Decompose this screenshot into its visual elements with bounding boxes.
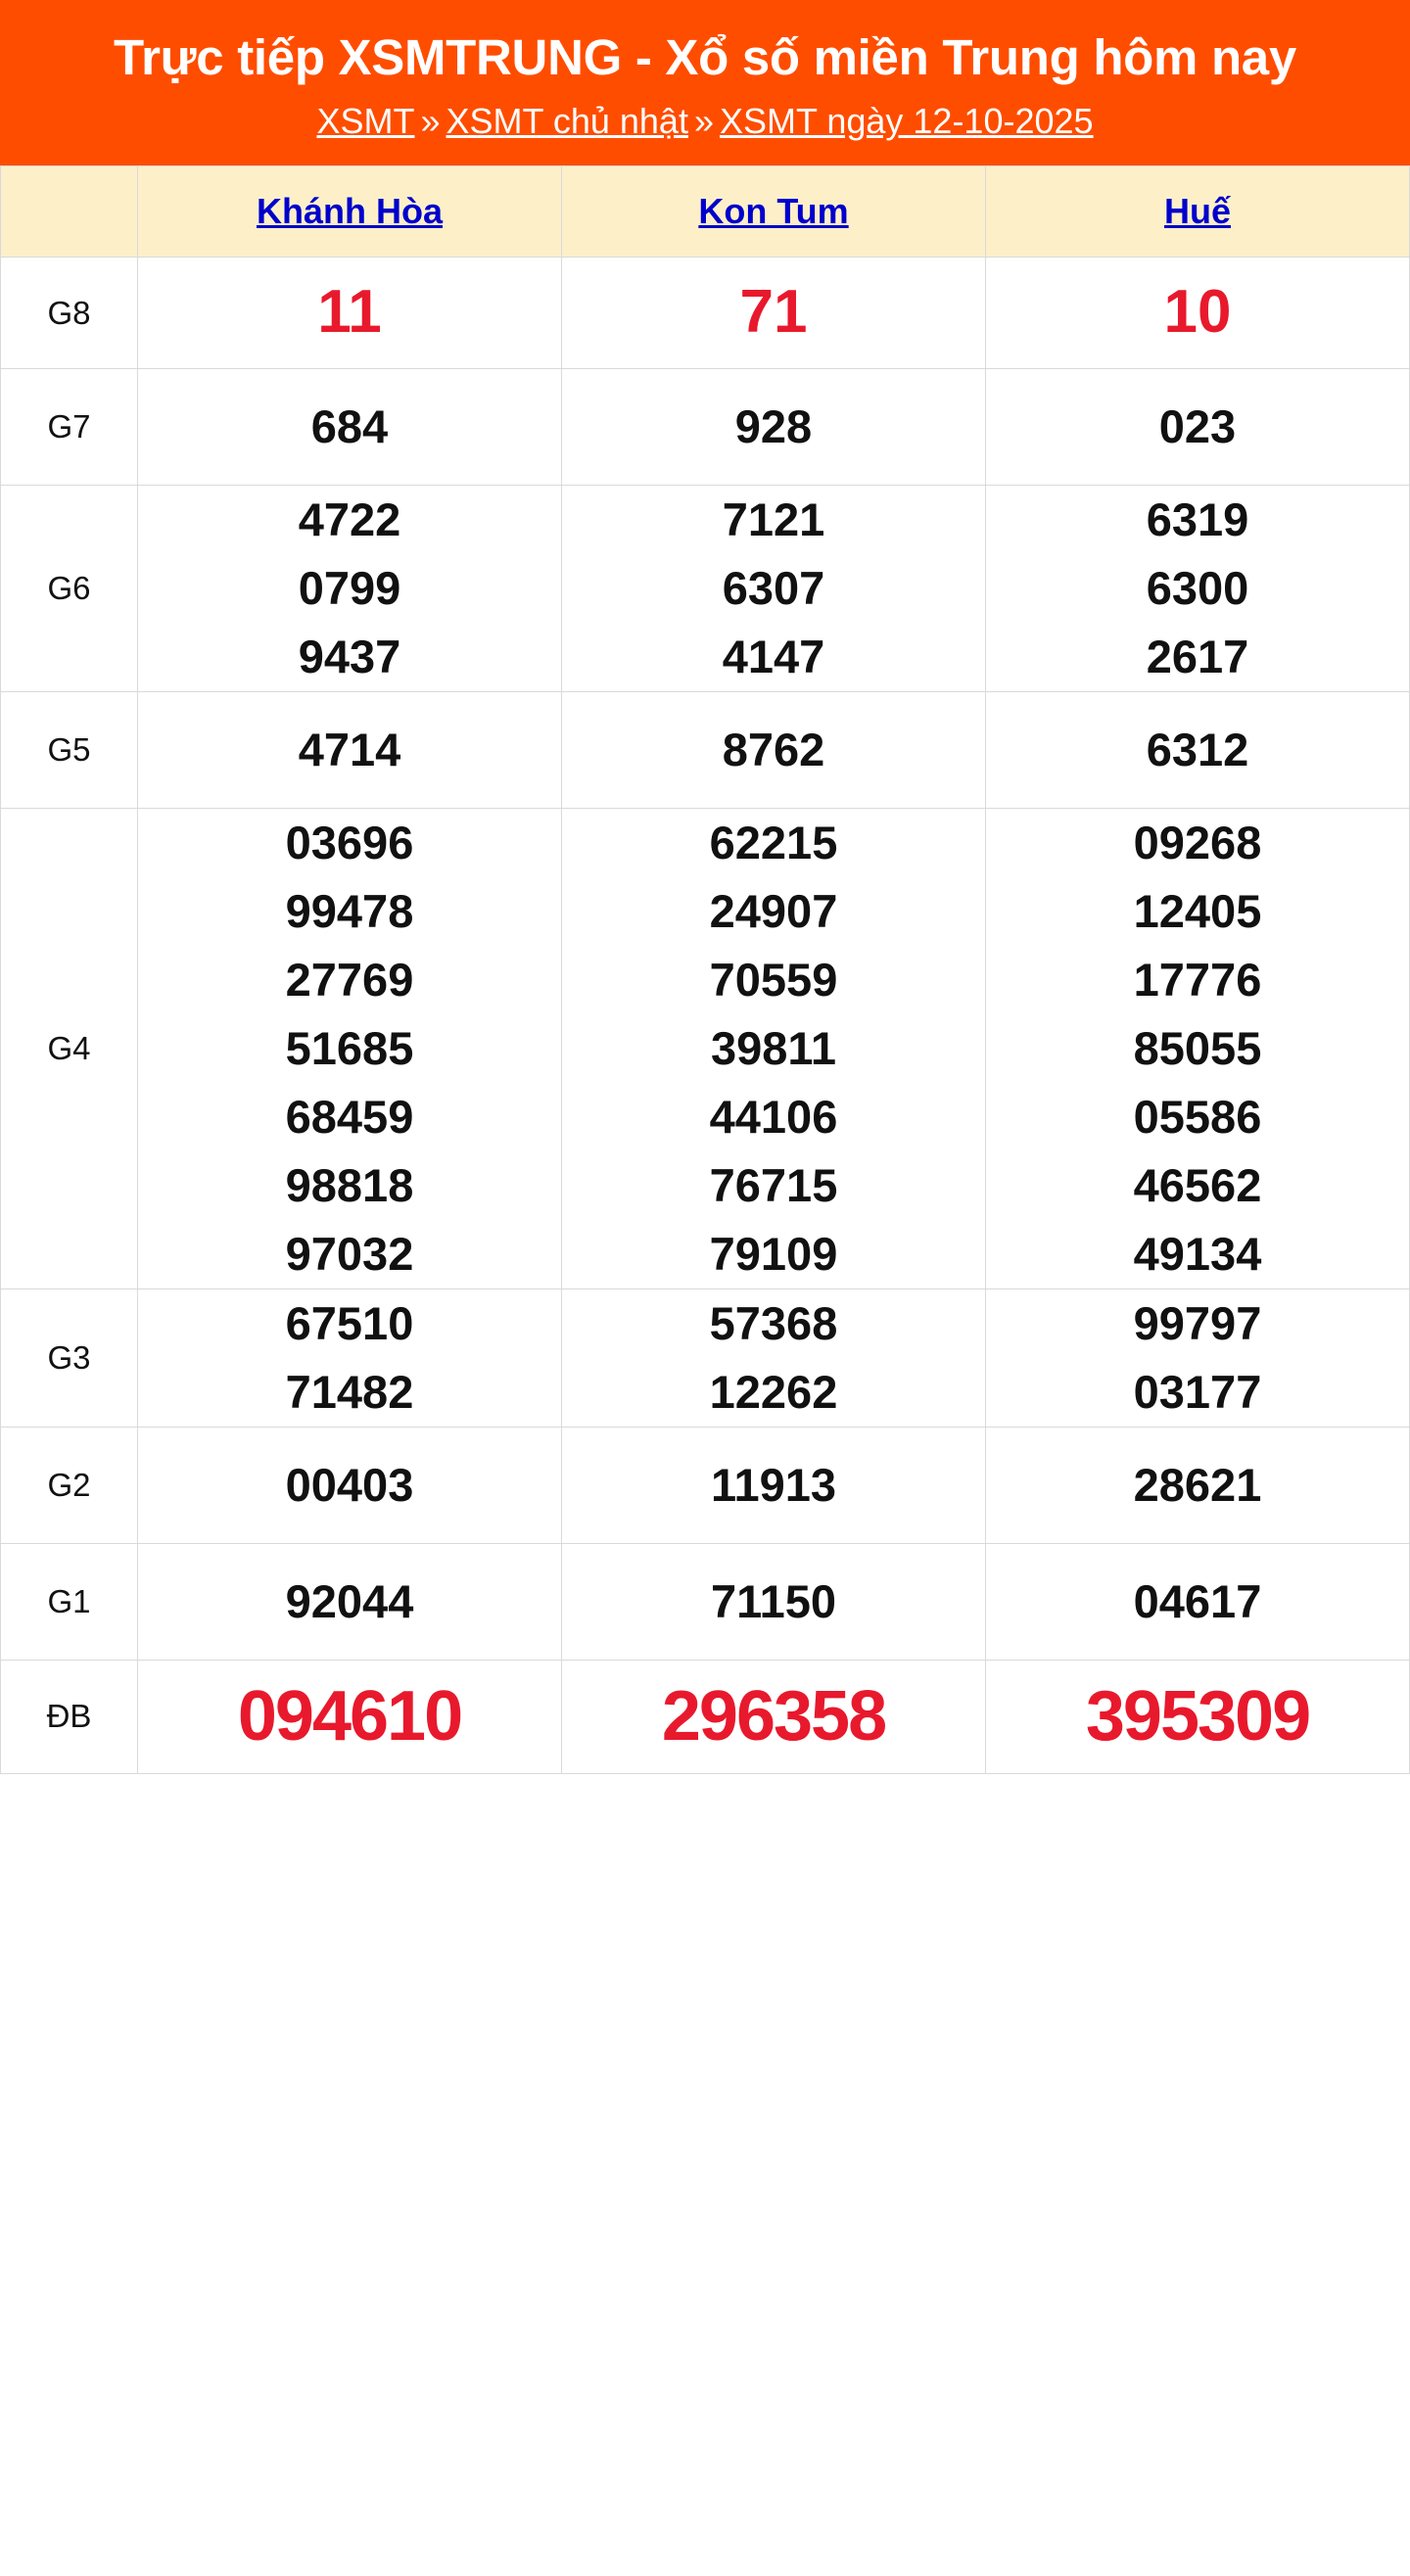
prize-numbers-khanh-hoa: [138, 808, 562, 1288]
prize-numbers-kon-tum: [562, 808, 986, 1288]
prize-numbers-hue: [986, 1288, 1410, 1427]
lottery-number: 4714: [298, 723, 401, 775]
lottery-number: 57368: [709, 1296, 838, 1349]
table-row: [1, 485, 1410, 691]
lottery-number: 71482: [285, 1365, 414, 1418]
prize-numbers-khanh-hoa: [138, 1427, 562, 1543]
lottery-number: 39811: [710, 1021, 837, 1074]
prize-label: ĐB: [1, 1660, 138, 1773]
lottery-number: 03177: [1133, 1365, 1262, 1418]
table-row: [1, 1660, 1410, 1773]
lottery-number: 79109: [709, 1227, 838, 1280]
lottery-number: 928: [734, 399, 813, 452]
prize-numbers-khanh-hoa: [138, 1543, 562, 1660]
prize-numbers-khanh-hoa: [138, 258, 562, 368]
prize-numbers-kon-tum: [562, 1288, 986, 1427]
lottery-number: 4147: [722, 630, 825, 682]
province-link-khanh-hoa[interactable]: Khánh Hòa: [256, 191, 443, 232]
lottery-number: 99478: [285, 884, 414, 937]
column-header-hue: [986, 166, 1410, 258]
lottery-number: 71150: [710, 1574, 837, 1627]
lottery-number: 68459: [285, 1090, 414, 1143]
lottery-number: 12405: [1133, 884, 1262, 937]
prize-numbers-hue: [986, 1660, 1410, 1773]
prize-label: G7: [1, 368, 138, 485]
prize-numbers-kon-tum: [562, 691, 986, 808]
lottery-number: 09268: [1133, 816, 1262, 868]
lottery-number: 46562: [1133, 1158, 1262, 1211]
lottery-number: 99797: [1133, 1296, 1262, 1349]
lottery-number: 6319: [1146, 492, 1249, 545]
lottery-number: 97032: [285, 1227, 414, 1280]
lottery-number: 11913: [710, 1458, 837, 1511]
lottery-number: 51685: [285, 1021, 414, 1074]
results-table-head: [1, 166, 1410, 258]
prize-numbers-hue: [986, 485, 1410, 691]
page-header: [0, 0, 1410, 165]
breadcrumb-separator-2: »: [693, 101, 714, 142]
prize-label: G2: [1, 1427, 138, 1543]
column-header-khanh-hoa: [138, 166, 562, 258]
lottery-number: 10: [1163, 278, 1232, 347]
lottery-number: 98818: [285, 1158, 414, 1211]
breadcrumb-link-xsmt[interactable]: XSMT: [316, 101, 415, 142]
breadcrumb-separator-1: »: [420, 101, 441, 142]
lottery-number: 9437: [298, 630, 401, 682]
prize-numbers-khanh-hoa: [138, 368, 562, 485]
lottery-number: 00403: [285, 1458, 414, 1511]
lottery-number: 05586: [1133, 1090, 1262, 1143]
lottery-number: 71: [739, 278, 808, 347]
lottery-number: 094610: [237, 1676, 462, 1756]
column-header-kon-tum: [562, 166, 986, 258]
prize-label: G3: [1, 1288, 138, 1427]
table-row: [1, 808, 1410, 1288]
prize-numbers-kon-tum: [562, 1660, 986, 1773]
prize-numbers-kon-tum: [562, 1543, 986, 1660]
lottery-number: 0799: [298, 561, 401, 614]
table-row: [1, 1427, 1410, 1543]
table-row: [1, 1288, 1410, 1427]
table-row: [1, 1543, 1410, 1660]
lottery-number: 684: [310, 399, 389, 452]
prize-numbers-kon-tum: [562, 368, 986, 485]
prize-numbers-kon-tum: [562, 485, 986, 691]
lottery-number: 76715: [709, 1158, 838, 1211]
lottery-number: 49134: [1133, 1227, 1262, 1280]
lottery-number: 6307: [722, 561, 825, 614]
prize-label: G1: [1, 1543, 138, 1660]
prize-label: G8: [1, 258, 138, 368]
lottery-number: 8762: [722, 723, 825, 775]
table-header-row: [1, 166, 1410, 258]
province-link-hue[interactable]: Huế: [1163, 191, 1231, 232]
page-title: Trực tiếp XSMTRUNG - Xổ số miền Trung hôm nay: [114, 29, 1296, 85]
lottery-number: 70559: [709, 953, 838, 1006]
prize-numbers-kon-tum: [562, 258, 986, 368]
lottery-number: 7121: [722, 492, 825, 545]
table-corner-cell: [1, 166, 138, 258]
table-row: [1, 258, 1410, 368]
prize-label: G6: [1, 485, 138, 691]
prize-label: G4: [1, 808, 138, 1288]
prize-numbers-hue: [986, 1427, 1410, 1543]
prize-numbers-khanh-hoa: [138, 691, 562, 808]
breadcrumb: [20, 100, 1390, 142]
province-link-kon-tum[interactable]: Kon Tum: [698, 191, 849, 232]
lottery-number: 2617: [1146, 630, 1249, 682]
lottery-number: 03696: [285, 816, 414, 868]
results-table-body: [1, 258, 1410, 1774]
prize-numbers-khanh-hoa: [138, 485, 562, 691]
prize-numbers-khanh-hoa: [138, 1660, 562, 1773]
lottery-number: 44106: [709, 1090, 838, 1143]
lottery-number: 12262: [709, 1365, 838, 1418]
lottery-number: 296358: [661, 1676, 886, 1756]
table-row: [1, 691, 1410, 808]
breadcrumb-link-xsmt-date[interactable]: XSMT ngày 12-10-2025: [719, 101, 1094, 142]
prize-numbers-hue: [986, 368, 1410, 485]
prize-numbers-kon-tum: [562, 1427, 986, 1543]
prize-numbers-hue: [986, 1543, 1410, 1660]
lottery-number: 24907: [709, 884, 838, 937]
lottery-number: 92044: [285, 1574, 414, 1627]
lottery-number: 6300: [1146, 561, 1249, 614]
lottery-number: 17776: [1133, 953, 1262, 1006]
results-table: [0, 165, 1410, 1774]
lottery-number: 62215: [709, 816, 838, 868]
prize-numbers-hue: [986, 258, 1410, 368]
prize-numbers-hue: [986, 691, 1410, 808]
lottery-number: 11: [317, 278, 382, 347]
lottery-number: 67510: [285, 1296, 414, 1349]
lottery-number: 04617: [1133, 1574, 1262, 1627]
lottery-number: 023: [1158, 399, 1237, 452]
lottery-number: 28621: [1133, 1458, 1262, 1511]
lottery-number: 4722: [298, 492, 401, 545]
breadcrumb-link-xsmt-chu-nhat[interactable]: XSMT chủ nhật: [446, 101, 688, 142]
lottery-number: 6312: [1146, 723, 1249, 775]
table-row: [1, 368, 1410, 485]
prize-numbers-khanh-hoa: [138, 1288, 562, 1427]
lottery-number: 395309: [1085, 1676, 1310, 1756]
prize-numbers-hue: [986, 808, 1410, 1288]
lottery-number: 27769: [285, 953, 414, 1006]
lottery-number: 85055: [1133, 1021, 1262, 1074]
prize-label: G5: [1, 691, 138, 808]
